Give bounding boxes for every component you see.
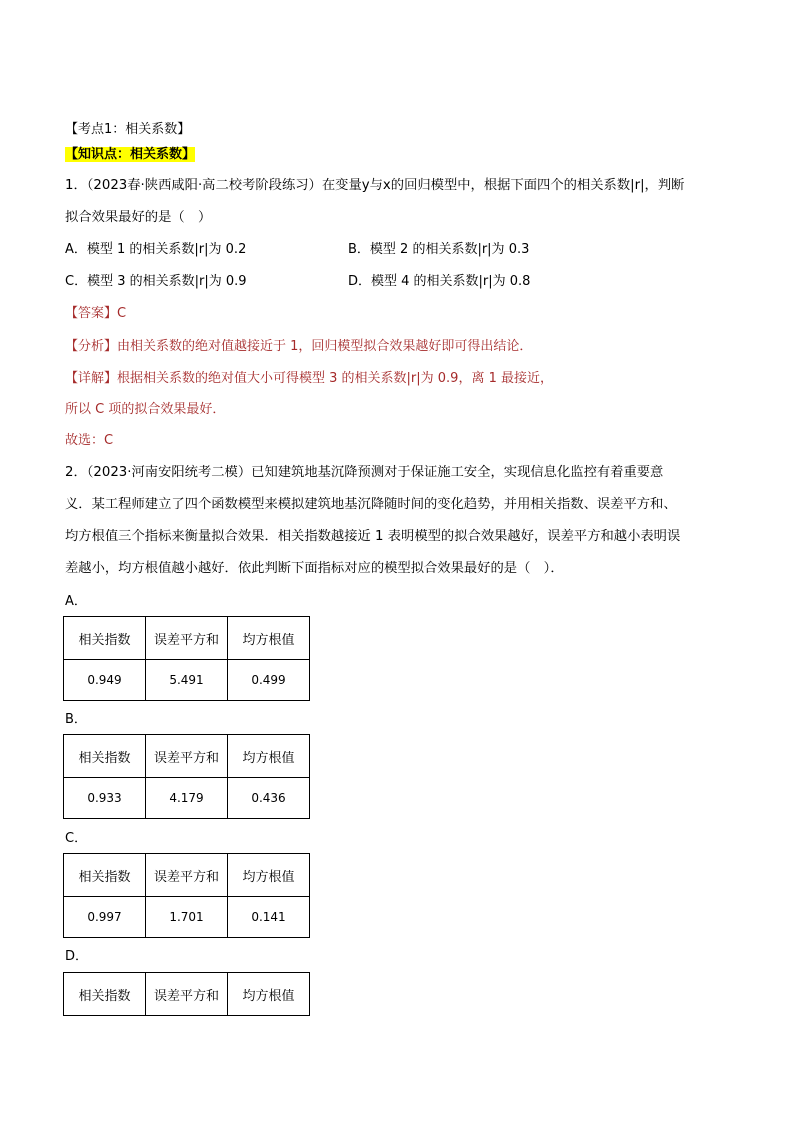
table-header-cell: 相关指数 bbox=[64, 973, 146, 1016]
table-cell: 0.997 bbox=[64, 897, 146, 938]
q1-analysis: 【分析】由相关系数的绝对值越接近于 1，回归模型拟合效果越好即可得出结论． bbox=[65, 339, 533, 354]
q2-option-a-table bbox=[63, 616, 310, 701]
table-header-cell: 误差平方和 bbox=[146, 735, 228, 778]
table-cell: 4.179 bbox=[146, 778, 228, 819]
q2-option-d-label: D． bbox=[65, 949, 89, 964]
table-header-cell: 相关指数 bbox=[64, 854, 146, 897]
knowledge-point-row bbox=[65, 146, 195, 164]
table-cell: 0.933 bbox=[64, 778, 146, 819]
q1-answer: 【答案】C bbox=[65, 306, 127, 321]
q1-stem-line1: 1．（2023春·陕西咸阳·高二校考阶段练习）在变量y与x的回归模型中，根据下面四个的相关系数|r|，判断 bbox=[65, 178, 685, 193]
q1-option-b: B．模型 2 的相关系数|r|为 0.3 bbox=[348, 242, 530, 257]
q2-option-d-table bbox=[63, 972, 310, 1016]
table-header-cell: 误差平方和 bbox=[146, 973, 228, 1016]
table-header-cell: 均方根值 bbox=[228, 973, 310, 1016]
table-header-cell: 误差平方和 bbox=[146, 617, 228, 660]
q1-option-d: D．模型 4 的相关系数|r|为 0.8 bbox=[348, 274, 531, 289]
q1-option-c: C．模型 3 的相关系数|r|为 0.9 bbox=[65, 274, 247, 289]
knowledge-point-label: 【知识点：相关系数】 bbox=[65, 147, 196, 162]
q1-option-a: A．模型 1 的相关系数|r|为 0.2 bbox=[65, 242, 247, 257]
q2-option-a-label: A． bbox=[65, 594, 87, 609]
table-header-cell: 均方根值 bbox=[228, 617, 310, 660]
table-header-cell: 误差平方和 bbox=[146, 854, 228, 897]
q2-option-c-table bbox=[63, 853, 310, 938]
q2-stem-line4: 差越小，均方根值越小越好．依此判断下面指标对应的模型拟合效果最好的是（ ）． bbox=[65, 561, 564, 576]
table-cell: 0.949 bbox=[64, 660, 146, 701]
q2-stem-line1: 2．（2023·河南安阳统考二模）已知建筑地基沉降预测对于保证施工安全，实现信息化监控有着重要意 bbox=[65, 465, 664, 480]
q1-choose: 故选：C bbox=[65, 433, 114, 448]
q1-detail-line2: 所以 C 项的拟合效果最好． bbox=[65, 402, 226, 417]
table-cell: 1.701 bbox=[146, 897, 228, 938]
table-cell: 0.436 bbox=[228, 778, 310, 819]
table-cell: 0.141 bbox=[228, 897, 310, 938]
q2-stem-line2: 义．某工程师建立了四个函数模型来模拟建筑地基沉降随时间的变化趋势，并用相关指数、误差平方和、 bbox=[65, 497, 677, 512]
q1-stem-line2: 拟合效果最好的是（ ） bbox=[65, 210, 212, 225]
table-header-cell: 相关指数 bbox=[64, 735, 146, 778]
q2-option-b-table bbox=[63, 734, 310, 819]
table-header-cell: 相关指数 bbox=[64, 617, 146, 660]
q2-stem-line3: 均方根值三个指标来衡量拟合效果．相关指数越接近 1 表明模型的拟合效果越好，误差平方和越小表明误 bbox=[65, 529, 681, 544]
topic-heading: 【考点1：相关系数】 bbox=[65, 122, 191, 137]
q1-detail-line1: 【详解】根据相关系数的绝对值大小可得模型 3 的相关系数|r|为 0.9，离 1 最接近， bbox=[65, 371, 553, 386]
table-header-cell: 均方根值 bbox=[228, 735, 310, 778]
q2-option-c-label: C． bbox=[65, 831, 88, 846]
table-header-cell: 均方根值 bbox=[228, 854, 310, 897]
table-cell: 5.491 bbox=[146, 660, 228, 701]
q2-option-b-label: B． bbox=[65, 712, 87, 727]
table-cell: 0.499 bbox=[228, 660, 310, 701]
